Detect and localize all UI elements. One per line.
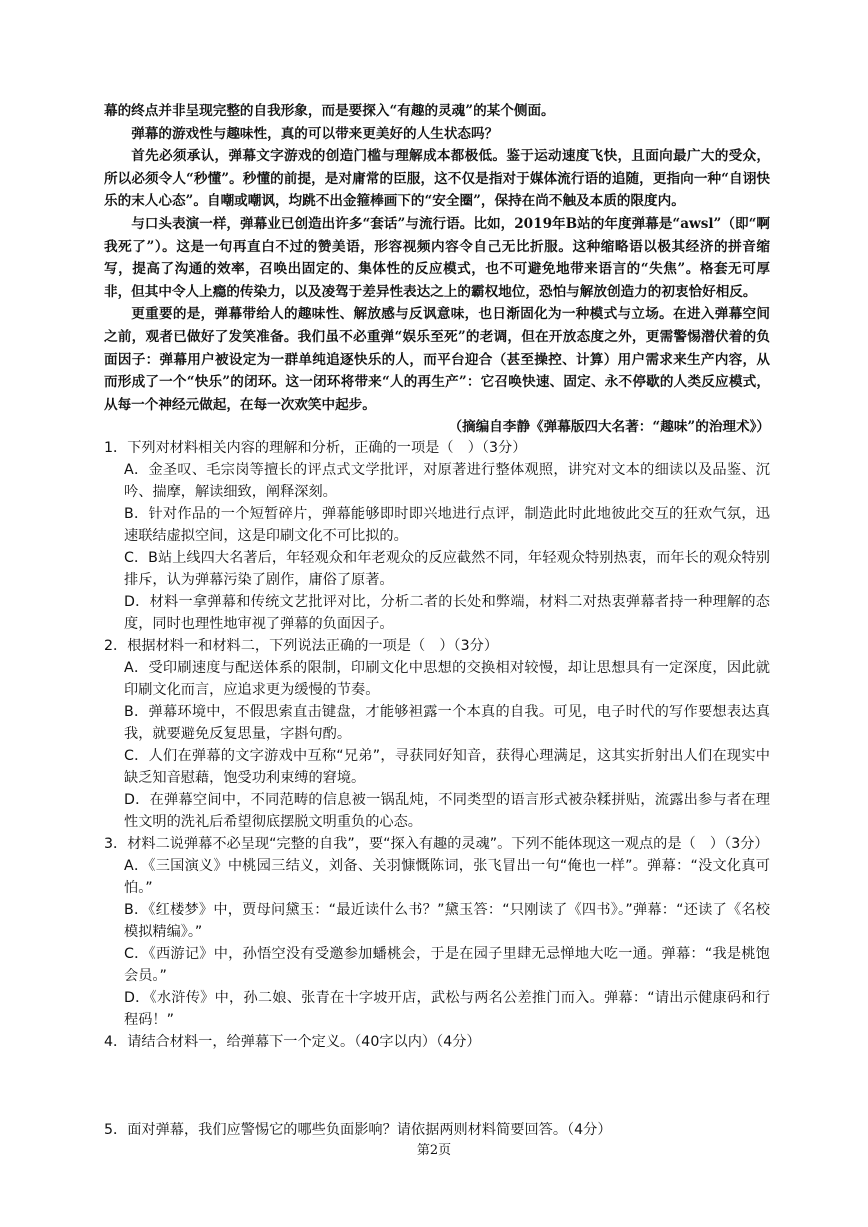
reading-passage [104,100,770,439]
option-d: D．《水浒传》中，孙二娘、张青在十字坡开店，武松与两名公差推门而入。弹幕：“请出示健康码和行程码！” [124,990,770,1028]
option-b: B．弹幕环境中，不假思索直击键盘，才能够袒露一个本真的自我。可见，电子时代的写作要想表达真我，就要避免反复思量，字斟句酌。 [124,704,770,742]
question-1 [104,437,770,635]
option-a: A．受印刷速度与配送体系的限制，印刷文化中思想的交换相对较慢，却让思想具有一定深度，因此就印刷文化而言，应追求更为缓慢的节奏。 [124,660,770,698]
passage-paragraph: 幕的终点并非呈现完整的自我形象，而是要探入“有趣的灵魂”的某个侧面。 [104,103,555,119]
option-a: A．《三国演义》中桃园三结义，刘备、关羽慷慨陈词，张飞冒出一句“俺也一样”。弹幕：“没文化真可怕。” [124,858,770,896]
option-d: D．材料一拿弹幕和传统文艺批评对比，分析二者的长处和弊端，材料二对热衷弹幕者持一种理解的态度，同时也理性地审视了弹幕的负面因子。 [124,594,770,632]
passage-paragraph: 首先必须承认，弹幕文字游戏的创造门槛与理解成本都极低。鉴于运动速度飞快，且面向最广大的受众，所以必须令人“秒懂”。秒懂的前提，是对庸常的臣服，这不仅是指对于媒体流行语的追随，更指向一种“自诩快乐的末人心态”。自嘲或嘲讽，均跳不出金箍棒画下的“安全圈”，保持在尚不触及本质的限度内。 [104,148,770,210]
option-c: C．人们在弹幕的文字游戏中互称“兄弟”，寻获同好知音，获得心理满足，这其实折射出人们在现实中缺乏知音慰藉，饱受功利束缚的窘境。 [124,748,770,786]
question-5 [104,1119,770,1141]
page-number: 第2页 [416,1143,452,1158]
question-stem: 3．材料二说弹幕不必呈现“完整的自我”，要“探入有趣的灵魂”。下列不能体现这一观点的是（ ）（3分） [104,836,769,852]
passage-paragraph: 更重要的是，弹幕带给人的趣味性、解放感与反讽意味，也日渐固化为一种模式与立场。在进入弹幕空间之前，观者已做好了发笑准备。我们虽不必重弹“娱乐至死”的老调，但在开放态度之外，更需警惕潜伏着的负面因子：弹幕用户被设定为一群单纯追逐快乐的人，而平台迎合（甚至操控、计算）用户需求来生产内容，从而形成了一个“快乐”的闭环。这一闭环将带来“人的再生产”：它召唤快速、固定、永不停歇的人类反应模式，从每一个神经元做起，在每一次欢笑中起步。 [104,306,770,413]
question-stem: 2．根据材料一和材料二，下列说法正确的一项是（ ）（3分） [104,638,499,654]
passage-source: （摘编自李静《弹幕版四大名著：“趣味”的治理术》） [448,419,770,436]
question-3 [104,833,770,1031]
option-c: C．B站上线四大名著后，年轻观众和年老观众的反应截然不同，年轻观众特别热衷，而年长的观众特别排斥，认为弹幕污染了剧作，庸俗了原著。 [124,550,770,588]
question-stem: 5．面对弹幕，我们应警惕它的哪些负面影响？请依据两则材料简要回答。（4分） [104,1122,612,1138]
question-list [104,437,770,1141]
option-b: B．《红楼梦》中，贾母问黛玉：“最近读什么书？”黛玉答：“只刚读了《四书》。”弹幕：“还读了《名校模拟精编》。” [124,902,770,940]
question-stem: 1．下列对材料相关内容的理解和分析，正确的一项是（ ）（3分） [104,440,527,456]
option-d: D．在弹幕空间中，不同范畴的信息被一锅乱炖，不同类型的语言形式被杂糅拼贴，流露出参与者在理性文明的洗礼后希望彻底摆脱文明重负的心态。 [124,792,770,830]
passage-paragraph: 与口头表演一样，弹幕业已创造出许多“套话”与流行语。比如，2019年B站的年度弹幕是“awsl”（即“啊我死了”）。这是一句再直白不过的赞美语，形容视频内容令自己无比折服。这种缩略语以极其经济的拼音缩写，提高了沟通的效率，召唤出固定的、集体性的反应模式，也不可避免地带来语言的“失焦”。格套无可厚非，但其中令人上瘾的传染力，以及凌驾于差异性表达之上的霸权地位，恐怕与解放创造力的初衷恰好相反。 [104,215,770,300]
passage-paragraph: 弹幕的游戏性与趣味性，真的可以带来更美好的人生状态吗？ [131,125,499,142]
question-2 [104,635,770,833]
option-a: A．金圣叹、毛宗岗等擅长的评点式文学批评，对原著进行整体观照，讲究对文本的细读以及品鉴、沉吟、揣摩，解读细致，阐释深刻。 [124,462,770,500]
question-4 [104,1031,770,1053]
option-c: C．《西游记》中，孙悟空没有受邀参加蟠桃会，于是在园子里肆无忌惮地大吃一通。弹幕：“我是桃饱会员。” [124,946,770,984]
question-stem: 4．请结合材料一，给弹幕下一个定义。（40字以内）（4分） [104,1034,481,1050]
option-b: B．针对作品的一个短暂碎片，弹幕能够即时即兴地进行点评，制造此时此地彼此交互的狂欢气氛，迅速联结虚拟空间，这是印刷文化不可比拟的。 [124,506,770,544]
